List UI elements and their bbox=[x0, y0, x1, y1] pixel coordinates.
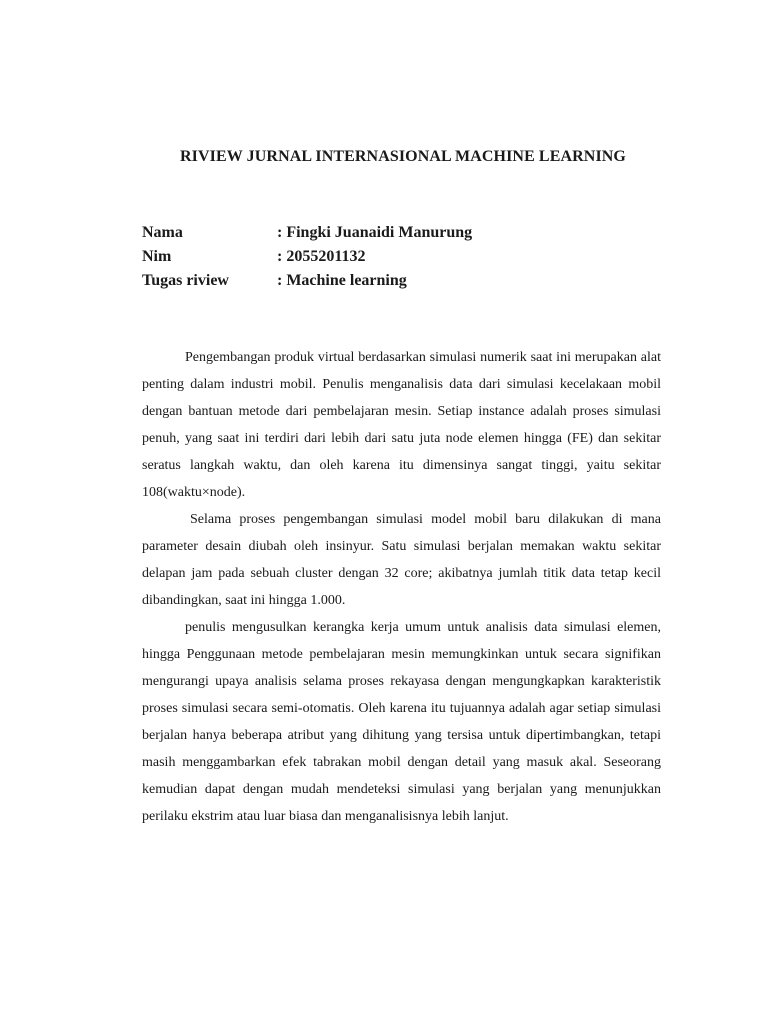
student-info bbox=[142, 221, 472, 293]
body-paragraph: Pengembangan produk virtual berdasarkan simulasi numerik saat ini merupakan alat penting dalam industri mobil. Penulis menganalisis data dari simulasi kecelakaan mobil dengan bantuan metode dari pembelajaran mesin. Setiap instance adalah proses simulasi penuh, yang saat ini terdiri dari lebih dari satu juta node elemen hingga (FE) dan sekitar seratus langkah waktu, dan oleh karena itu dimensinya sangat tinggi, yaitu sekitar 108(waktu×node). bbox=[142, 350, 661, 500]
info-label: Nim bbox=[142, 248, 172, 265]
info-row-nim bbox=[142, 245, 472, 269]
document-title: RIVIEW JURNAL INTERNASIONAL MACHINE LEARNING bbox=[180, 148, 626, 165]
info-label: Nama bbox=[142, 224, 183, 241]
body-paragraph: Selama proses pengembangan simulasi model mobil baru dilakukan di mana parameter desain diubah oleh insinyur. Satu simulasi berjalan memakan waktu sekitar delapan jam pada sebuah cluster dengan 32 core; akibatnya jumlah titik data tetap kecil dibandingkan, saat ini hingga 1.000. bbox=[142, 512, 661, 608]
info-value: : 2055201132 bbox=[277, 248, 366, 265]
info-row-name bbox=[142, 221, 472, 245]
info-value: : Machine learning bbox=[277, 272, 407, 289]
info-label: Tugas riview bbox=[142, 272, 229, 289]
info-row-task bbox=[142, 269, 472, 293]
document-body bbox=[142, 344, 661, 830]
body-paragraph: penulis mengusulkan kerangka kerja umum untuk analisis data simulasi elemen, hingga Penggunaan metode pembelajaran mesin memungkinkan untuk secara signifikan mengurangi upaya analisis selama proses rekayasa dengan mengungkapkan karakteristik proses simulasi secara semi-otomatis. Oleh karena itu tujuannya adalah agar setiap simulasi berjalan hanya beberapa atribut yang dihitung yang tersisa untuk dipertimbangkan, tetapi masih menggambarkan efek tabrakan mobil dengan detail yang masuk akal. Seseorang kemudian dapat dengan mudah mendeteksi simulasi yang berjalan yang menunjukkan perilaku ekstrim atau luar biasa dan menganalisisnya lebih lanjut. bbox=[142, 620, 661, 824]
info-value: : Fingki Juanaidi Manurung bbox=[277, 224, 473, 241]
